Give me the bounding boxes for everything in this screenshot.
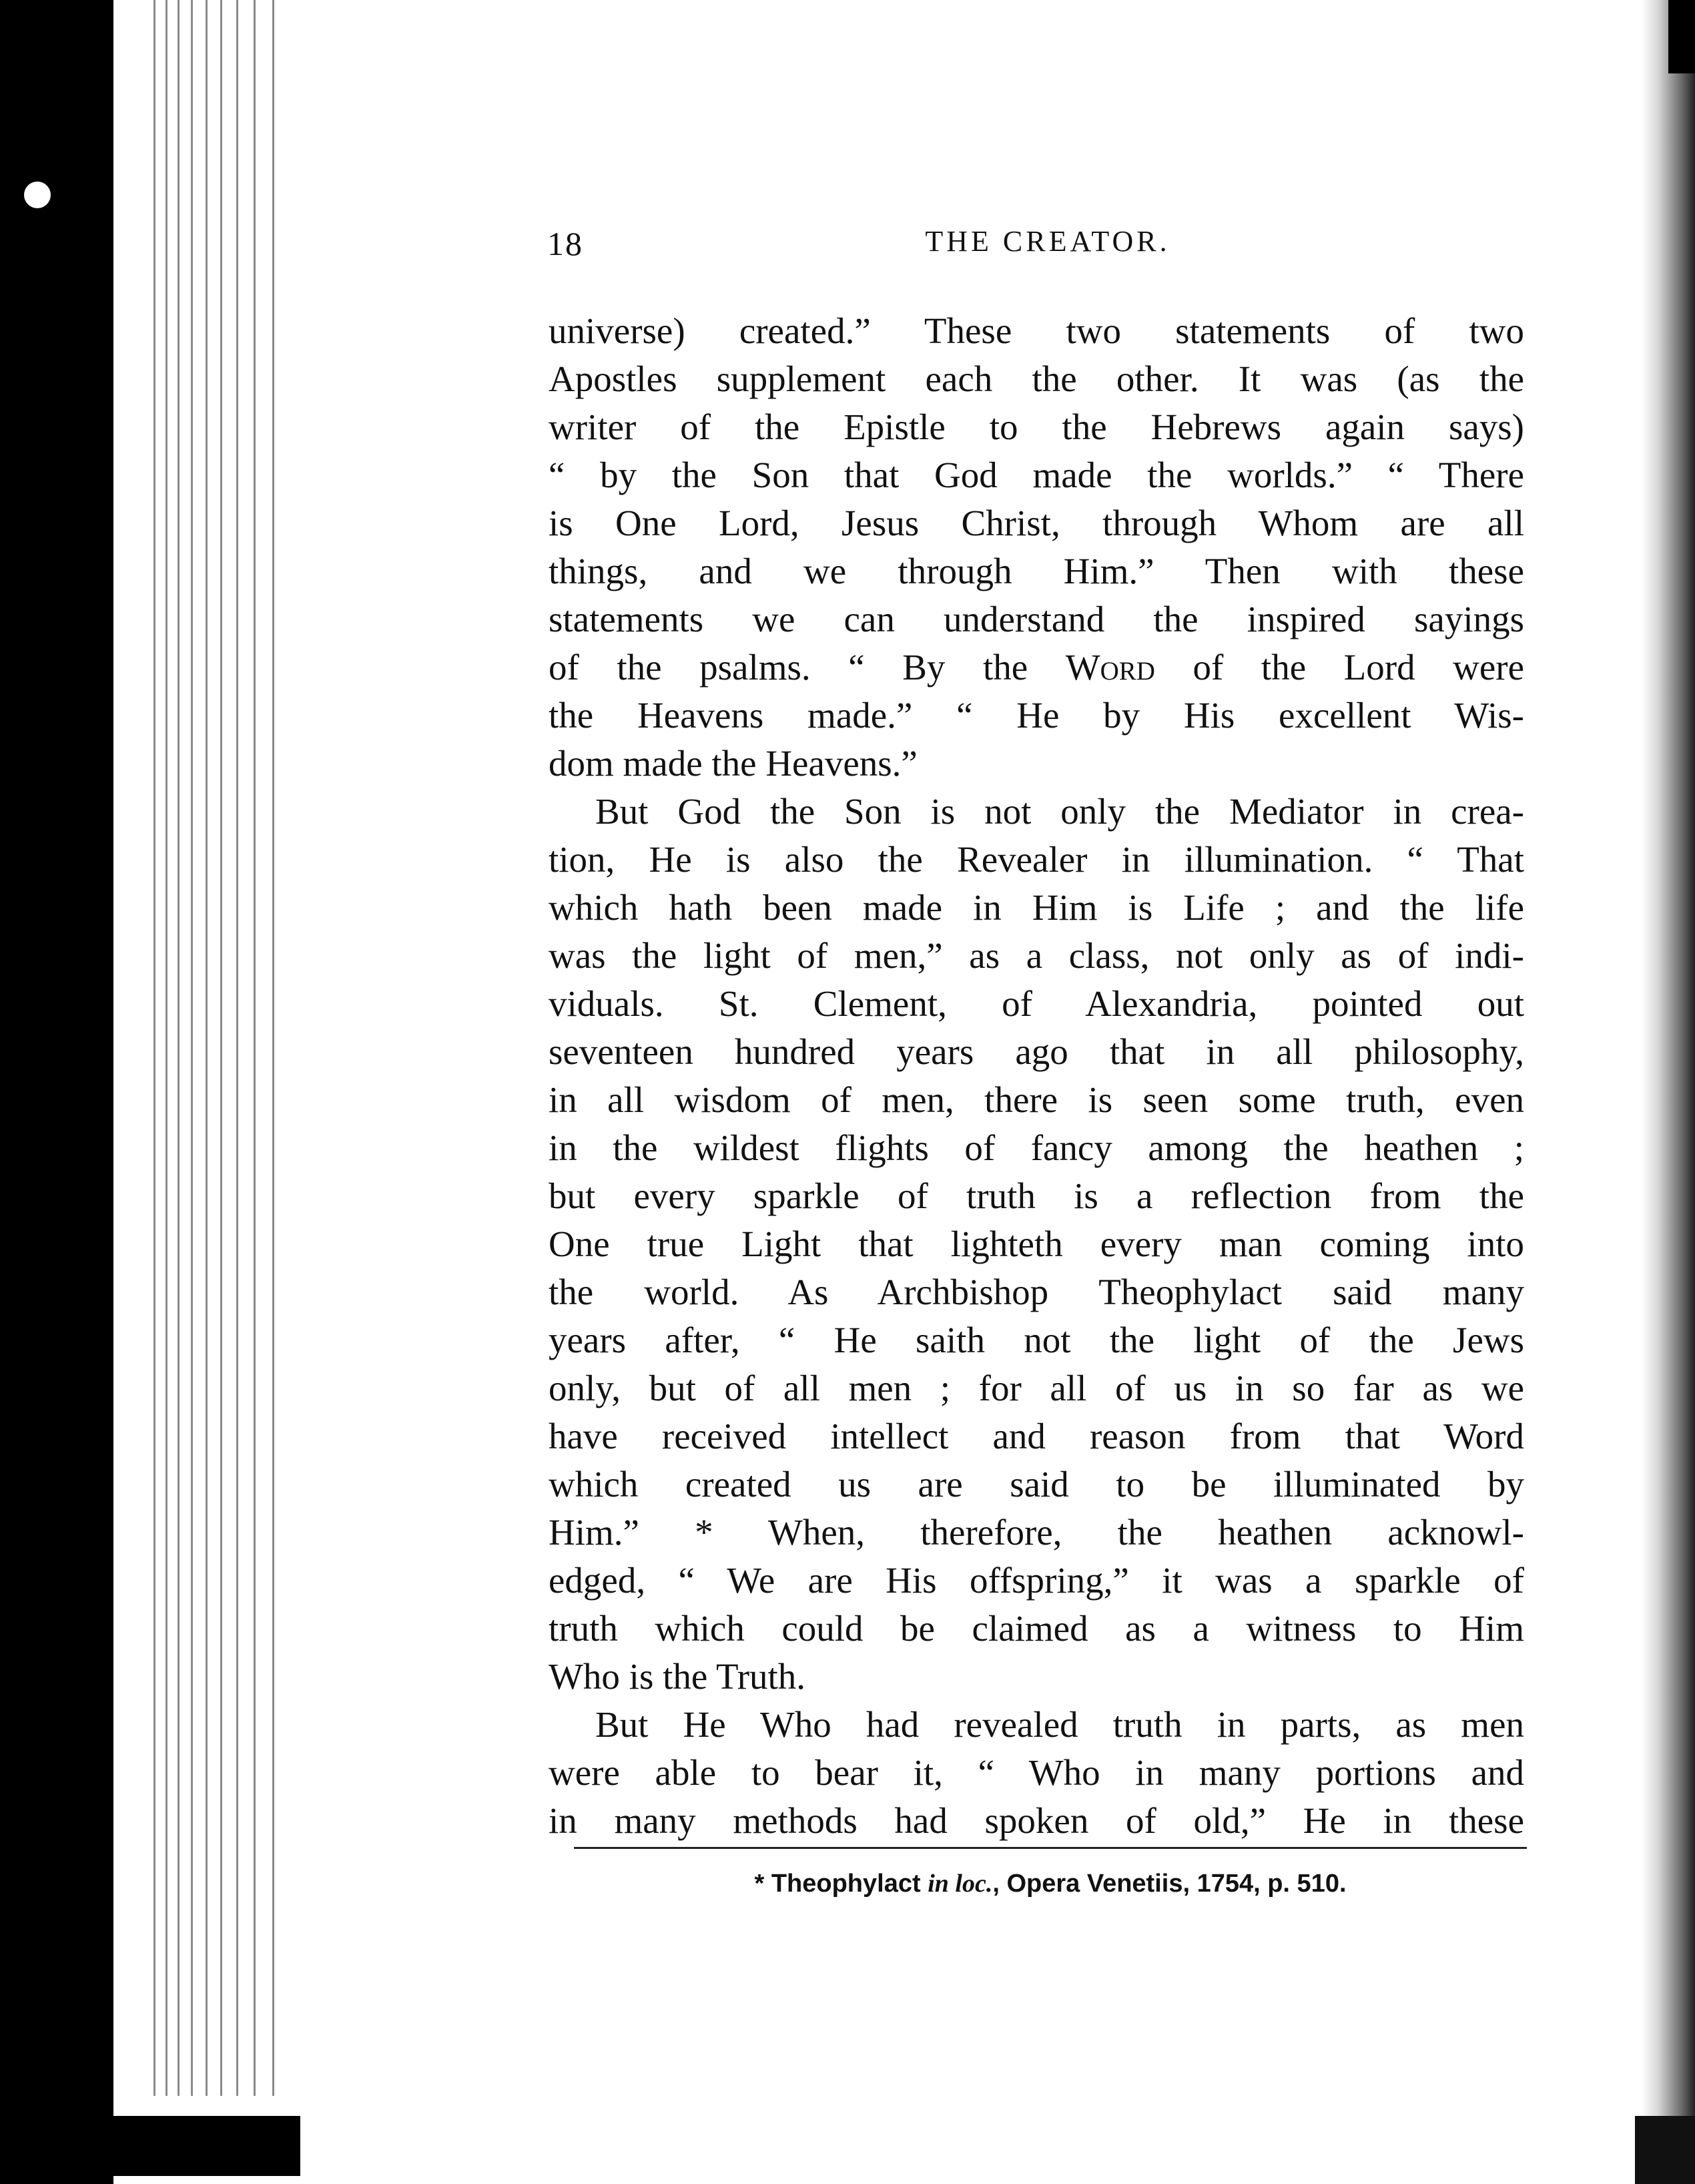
small-caps-word: Word — [1065, 647, 1155, 688]
text-line: Who is the Truth. — [549, 1656, 806, 1697]
text-line: But God the Son is not only the Mediator in crea- — [595, 791, 1524, 832]
page-edge-line — [153, 0, 155, 2096]
text-line: But He Who had revealed truth in parts, as men — [595, 1704, 1524, 1745]
body-text — [549, 307, 1524, 1845]
page-edge-line — [272, 0, 274, 2096]
text-segment: of the Lord were — [1154, 647, 1524, 688]
text-line: the Heavens made.” “ He by His excellent Wis- — [549, 695, 1524, 736]
text-line: was the light of men,” as a class, not only as of indi- — [549, 935, 1524, 976]
scan-corner-bottom-right — [1635, 2116, 1695, 2184]
footnote-rule — [574, 1847, 1527, 1849]
text-line: things, and we through Him.” Then with these — [549, 551, 1524, 591]
page-edge-line — [254, 0, 256, 2096]
scan-corner-top-right — [1668, 0, 1695, 73]
text-line: is One Lord, Jesus Christ, through Whom are all — [549, 503, 1524, 543]
text-line: universe) created.” These two statements of two — [549, 310, 1524, 351]
scan-border-right — [1642, 0, 1695, 2184]
text-line: years after, “ He saith not the light of the Jews — [549, 1320, 1524, 1360]
page-edge-line — [236, 0, 238, 2096]
text-line: dom made the Heavens.” — [549, 743, 918, 784]
footnote — [574, 1869, 1527, 1898]
footnote-text-end: , Opera Venetiis, 1754, p. 510. — [992, 1870, 1347, 1898]
text-line — [549, 643, 1524, 692]
text-line: truth which could be claimed as a witness to Him — [549, 1608, 1524, 1649]
text-line: One true Light that lighteth every man coming into — [549, 1223, 1524, 1264]
text-line: “ by the Son that God made the worlds.” “ There — [549, 455, 1524, 495]
page-header-title: THE CREATOR. — [925, 225, 1170, 258]
text-line: in the wildest flights of fancy among the heathen ; — [549, 1127, 1524, 1168]
text-line: seventeen hundred years ago that in all philosophy, — [549, 1031, 1524, 1072]
book-page-edges — [113, 0, 300, 2184]
text-line: the world. As Archbishop Theophylact said many — [549, 1272, 1524, 1312]
text-line: in all wisdom of men, there is seen some truth, even — [549, 1079, 1524, 1120]
text-line: but every sparkle of truth is a reflection from the — [549, 1175, 1524, 1216]
text-line: were able to bear it, “ Who in many portions and — [549, 1752, 1524, 1793]
text-line: in many methods had spoken of old,” He in these — [549, 1800, 1524, 1841]
text-line: statements we can understand the inspired sayings — [549, 599, 1524, 639]
running-head — [547, 224, 1521, 264]
footnote-text: * Theophylact — [754, 1870, 928, 1898]
page-edge-line — [165, 0, 167, 2096]
text-line: edged, “ We are His offspring,” it was a sparkle of — [549, 1560, 1524, 1601]
text-line: viduals. St. Clement, of Alexandria, pointed out — [549, 983, 1524, 1024]
text-line: only, but of all men ; for all of us in so far as we — [549, 1368, 1524, 1408]
text-line: which hath been made in Him is Life ; and the life — [549, 887, 1524, 928]
page-edge-bottom-shadow — [113, 2116, 300, 2176]
page-edge-line — [191, 0, 193, 2096]
text-line: Apostles supplement each the other. It was (as the — [549, 358, 1524, 399]
text-line: which created us are said to be illuminated by — [549, 1464, 1524, 1505]
scan-speck — [24, 182, 51, 208]
page-edge-line — [178, 0, 180, 2096]
text-line: tion, He is also the Revealer in illumination. “ That — [549, 839, 1524, 880]
text-segment: of the psalms. “ By the — [549, 647, 1066, 688]
page-edge-line — [220, 0, 222, 2096]
text-line: writer of the Epistle to the Hebrews again says) — [549, 406, 1524, 447]
page-number: 18 — [547, 225, 583, 262]
page-edge-line — [206, 0, 208, 2096]
text-line: Him.” * When, therefore, the heathen acknowl- — [549, 1512, 1524, 1553]
footnote-italic: in loc. — [928, 1870, 993, 1898]
text-line: have received intellect and reason from that Word — [549, 1416, 1524, 1456]
